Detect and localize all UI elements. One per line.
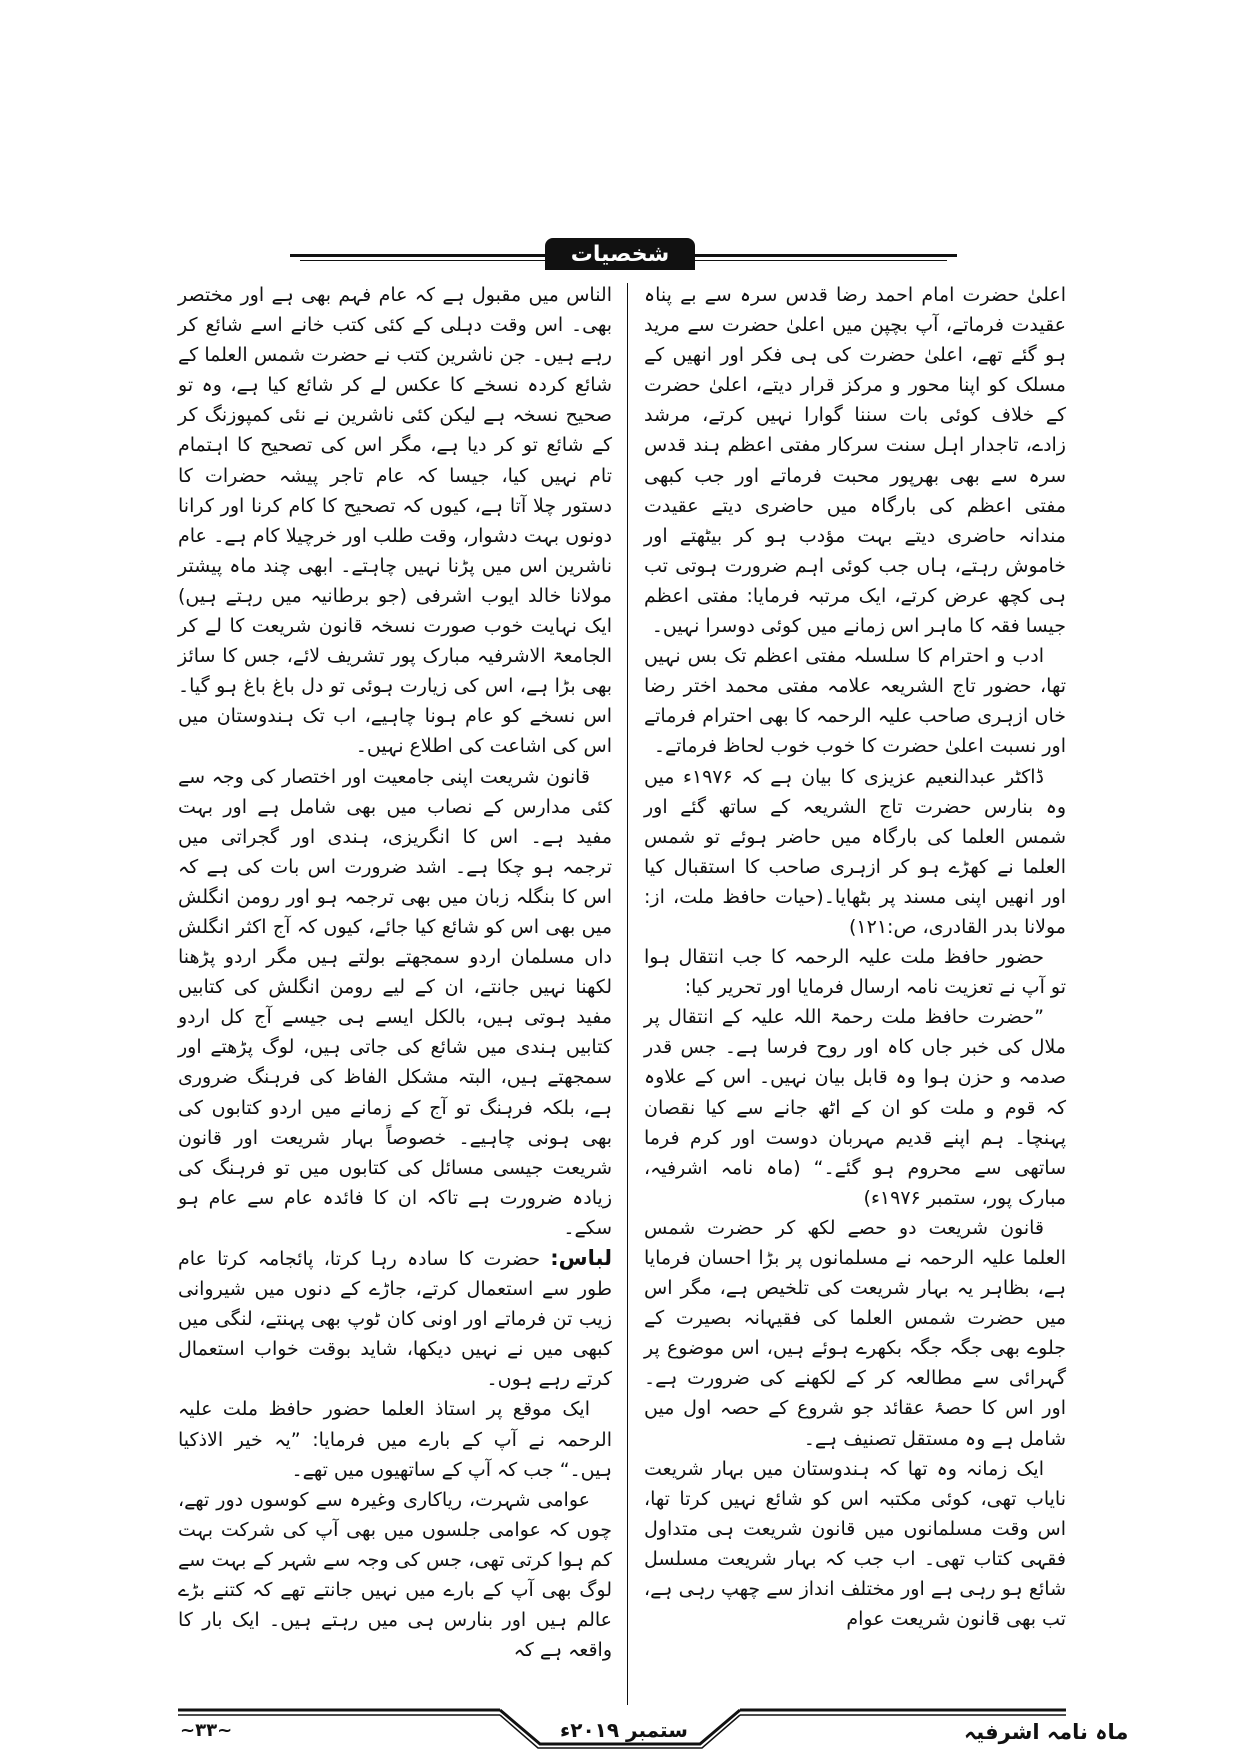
issue-date: ستمبر ۲۰۱۹ء <box>560 1718 688 1742</box>
paragraph: ڈاکٹر عبدالنعیم عزیزی کا بیان ہے کہ ۱۹۷۶ء میں وہ بنارس حضرت تاج الشریعہ کے ساتھ گئے اور شمس العلما کی بارگاہ میں حاضر ہوئے تو شمس العلما نے کھڑے ہو کر ازہری صاحب کا استقبال کیا اور انھیں اپنی مسند پر بٹھایا۔(حیات حافظ ملت، از: مولانا بدر القادری، ص:۱۲۱) <box>644 765 1066 938</box>
quote-paragraph: ”حضرت حافظ ملت رحمۃ اللہ علیہ کے انتقال پر ملال کی خبر جاں کاہ اور روح فرسا ہے۔ جس قدر صدمہ و حزن ہوا وہ قابل بیان نہیں۔ اس کے علاوہ کہ قوم و ملت کو ان کے اٹھ جانے سے کیا نقصان پہنچا۔ ہم اپنے قدیم مہربان دوست اور کرم فرما ساتھی سے محروم ہو گئے۔“ (ماہ نامہ اشرفیہ، مبارک پور، ستمبر ۱۹۷۶ء) <box>644 1006 1066 1209</box>
dress-heading: لباس: <box>550 1246 612 1270</box>
page-number: ~۳۳~ <box>180 1720 233 1741</box>
column-divider <box>627 283 628 1705</box>
section-header <box>0 236 1240 276</box>
left-column <box>178 280 612 1705</box>
paragraph: ایک زمانہ وہ تھا کہ ہندوستان میں بہار شریعت نایاب تھی، کوئی مکتبہ اس کو شائع نہیں کرتا تھا، اس وقت مسلمانوں میں قانون شریعت ہی متداول فقہی کتاب تھی۔ اب جب کہ بہار شریعت مسلسل شائع ہو رہی ہے اور مختلف انداز سے چھپ رہی ہے، تب بھی قانون شریعت عوام <box>644 1457 1066 1631</box>
paragraph: حضور حافظ ملت علیہ الرحمہ کا جب انتقال ہوا تو آپ نے تعزیت نامہ ارسال فرمایا اور تحریر کیا: <box>644 946 1066 999</box>
paragraph: الناس میں مقبول ہے کہ عام فہم بھی ہے اور مختصر بھی۔ اس وقت دہلی کے کئی کتب خانے اسے شائع کر رہے ہیں۔ جن ناشرین کتب نے حضرت شمس العلما کے شائع کردہ نسخے کا عکس لے کر شائع کیا ہے، وہ تو صحیح نسخہ ہے لیکن کئی ناشرین نے نئی کمپوزنگ کر کے شائع تو کر دیا ہے، مگر اس کی تصحیح کا اہتمام تام نہیں کیا، جیسا کہ عام تاجر پیشہ حضرات کا دستور چلا آتا ہے، کیوں کہ تصحیح کا کام کرنا اور کرانا دونوں بہت دشوار، وقت طلب اور خرچیلا کام ہے۔ عام ناشرین اس میں پڑنا نہیں چاہتے۔ ابھی چند ماہ پیشتر مولانا خالد ایوب اشرفی (جو برطانیہ میں رہتے ہیں) ایک نہایت خوب صورت نسخہ قانون شریعت کا لے کر الجامعۃ الاشرفیہ مبارک پور تشریف لائے، جس کا سائز بھی بڑا ہے، اس کی زیارت ہوئی تو دل باغ باغ ہو گیا۔ اس نسخے کو عام ہونا چاہیے، اب تک ہندوستان میں اس کی اشاعت کی اطلاع نہیں۔ <box>178 284 612 758</box>
header-rule <box>290 254 545 257</box>
paragraph: قانون شریعت اپنی جامعیت اور اختصار کی وجہ سے کئی مدارس کے نصاب میں بھی شامل ہے اور بہت مفید ہے۔ اس کا انگریزی، ہندی اور گجراتی میں ترجمہ ہو چکا ہے۔ اشد ضرورت اس بات کی ہے کہ اس کا بنگلہ زبان میں بھی ترجمہ ہو اور رومن انگلش میں بھی اس کو شائع کیا جائے، کیوں کہ آج اکثر انگلش داں مسلمان اردو سمجھتے بولتے ہیں مگر اردو پڑھنا لکھنا نہیں جانتے، ان کے لیے رومن انگلش کی کتابیں مفید ہوتی ہیں، بالکل ایسے ہی جیسے آج کل اردو کتابیں ہندی میں شائع کی جاتی ہیں، لوگ پڑھتے اور سمجھتے ہیں، البتہ مشکل الفاظ کی فرہنگ ضروری ہے، بلکہ فرہنگ تو آج کے زمانے میں اردو کتابوں کی بھی ہونی چاہیے۔ خصوصاً بہار شریعت اور قانون شریعت جیسی مسائل کی کتابوں میں تو فرہنگ کی زیادہ ضرورت ہے تاکہ ان کا فائدہ عام سے عام ہو سکے۔ <box>178 765 612 1239</box>
dress-text: حضرت کا سادہ رہا کرتا، پائجامہ کرتا عام طور سے استعمال کرتے، جاڑے کے دنوں میں شیروانی زیب تن فرماتے اور اونی کان ٹوپ بھی پہنتے، لنگی میں کبھی میں نے نہیں دیکھا، شاید بوقت خواب استعمال کرتے رہے ہوں۔ <box>178 1248 612 1391</box>
paragraph: قانون شریعت دو حصے لکھ کر حضرت شمس العلما علیہ الرحمہ نے مسلمانوں پر بڑا احسان فرمایا ہے، بظاہر یہ بہار شریعت کی تلخیص ہے، مگر اس میں حضرت شمس العلما کی فقیہانہ بصیرت کے جلوے بھی جگہ جگہ بکھرے ہوئے ہیں، اس موضوع پر گہرائی سے مطالعہ کر کے لکھنے کی ضرورت ہے۔ اور اس کا حصۂ عقائد جو شروع کے حصہ اول میں شامل ہے وہ مستقل تصنیف ہے۔ <box>644 1216 1066 1450</box>
section-title: شخصیات <box>545 238 695 270</box>
header-rule <box>695 254 957 257</box>
magazine-name: ماہ نامہ اشرفیہ <box>964 1720 1129 1744</box>
paragraph: ایک موقع پر استاذ العلما حضور حافظ ملت علیہ الرحمہ نے آپ کے بارے میں فرمایا: ”یہ خیر الاذکیا ہیں۔“ جب کہ آپ کے ساتھیوں میں تھے۔ <box>178 1398 612 1481</box>
paragraph: ادب و احترام کا سلسلہ مفتی اعظم تک بس نہیں تھا، حضور تاج الشریعہ علامہ مفتی محمد اختر رضا خاں ازہری صاحب علیہ الرحمہ کا بھی احترام فرماتے اور نسبت اعلیٰ حضرت کا خوب خوب لحاظ فرماتے۔ <box>644 645 1066 758</box>
paragraph-dress <box>178 1243 612 1394</box>
paragraph: اعلیٰ حضرت امام احمد رضا قدس سرہ سے بے پناہ عقیدت فرماتے، آپ بچپن میں اعلیٰ حضرت سے مرید ہو گئے تھے، اعلیٰ حضرت کی ہی فکر اور انھیں کے مسلک کو اپنا محور و مرکز قرار دیتے، اعلیٰ حضرت کے خلاف کوئی بات سننا گوارا نہیں کرتے، مرشد زادے، تاجدار اہل سنت سرکار مفتی اعظم ہند قدس سرہ سے بھی بھرپور محبت فرماتے اور جب کبھی مفتی اعظم کی بارگاہ میں حاضری دیتے عقیدت مندانہ حاضری دیتے بہت مؤدب ہو کر بیٹھتے اور خاموش رہتے، ہاں جب کوئی اہم ضرورت ہوتی تب ہی کچھ عرض کرتے، ایک مرتبہ فرمایا: مفتی اعظم جیسا فقہ کا ماہر اس زمانے میں کوئی دوسرا نہیں۔ <box>644 284 1066 638</box>
page-footer <box>0 1706 1240 1752</box>
header-rule <box>300 260 545 261</box>
header-rule <box>695 260 947 261</box>
paragraph: عوامی شہرت، ریاکاری وغیرہ سے کوسوں دور تھے، چوں کہ عوامی جلسوں میں بھی آپ کی شرکت بہت کم ہوا کرتی تھی، جس کی وجہ سے شہر کے بہت سے لوگ بھی آپ کے بارے میں نہیں جانتے تھے کہ کتنے بڑے عالم ہیں اور بنارس ہی میں رہتے ہیں۔ ایک بار کا واقعہ ہے کہ <box>178 1488 612 1662</box>
right-column <box>644 280 1066 1705</box>
